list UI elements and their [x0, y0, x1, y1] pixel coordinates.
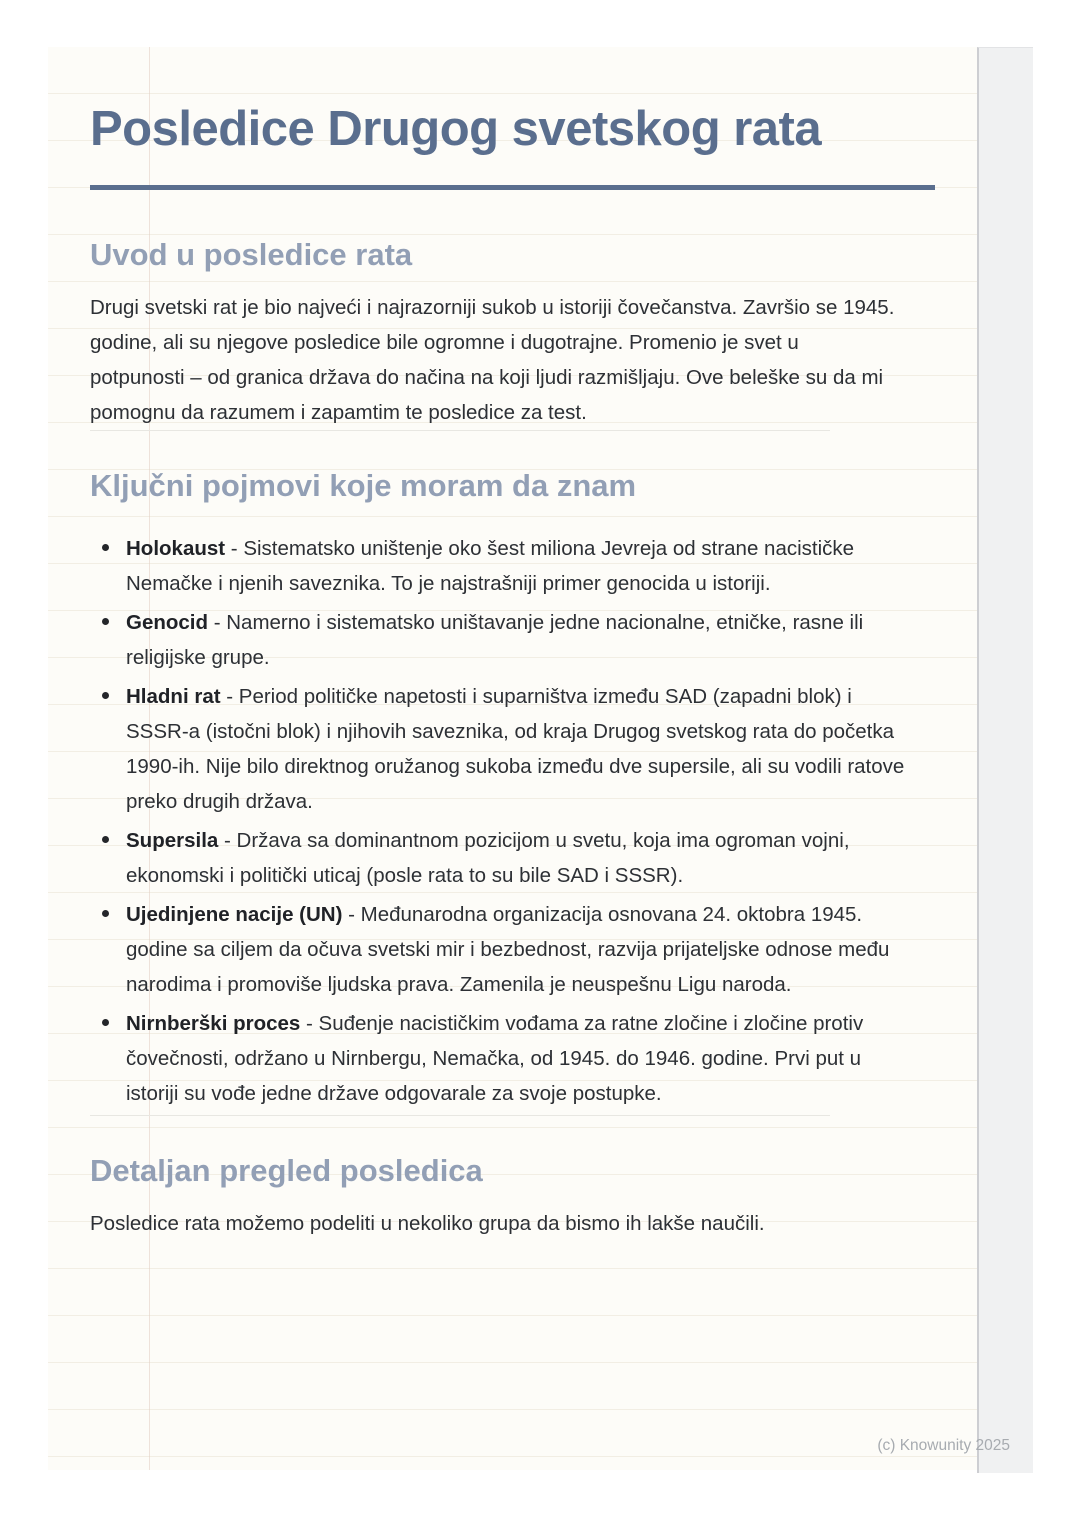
bullet-icon — [102, 692, 109, 699]
term-label: Ujedinjene nacije (UN) — [126, 903, 343, 926]
term-separator: - — [225, 537, 244, 560]
term-definition: Sistematsko uništenje oko šest miliona Jevreja od strane nacističke Nemačke i njenih saveznika. To je najstrašniji primer genocida u istoriji. — [126, 537, 855, 595]
term-definition: Period političke napetosti i suparništva između SAD (zapadni blok) i SSSR-a (istočni blok) i njihovih saveznika, od kraja Drugog svetskog rata do početka 1990-ih. Nije bilo direktnog oružanog sukoba između dve supersile, ali su vodili ratove preko drugih država. — [126, 685, 905, 813]
title-underline — [90, 185, 935, 190]
term-label: Holokaust — [126, 537, 226, 560]
term-separator: - — [220, 685, 239, 708]
term-label: Genocid — [126, 611, 209, 634]
term-definition: Suđenje nacističkim vođama za ratne zločine i zločine protiv čovečnosti, održano u Nirnbergu, Nemačka, od 1945. do 1946. godine. Prvi put u istoriji su vođe jedne države odgovarale za svoje postupke. — [126, 1012, 864, 1105]
term-label: Nirnberški proces — [126, 1012, 301, 1035]
next-page-edge — [977, 47, 1033, 1473]
term-definition: Država sa dominantnom pozicijom u svetu, koja ima ogroman vojni, ekonomski i politički uticaj (posle rata to su bile SAD i SSSR). — [126, 829, 850, 887]
term-separator: - — [218, 829, 237, 852]
notes-page — [48, 47, 977, 1470]
term-definition: Namerno i sistematsko uništavanje jedne nacionalne, etničke, rasne ili religijske grupe. — [126, 611, 864, 669]
term-item-ujedinjene-nacije — [90, 897, 905, 1002]
overview-paragraph: Posledice rata možemo podeliti u nekoliko grupa da bismo ih lakše naučili. — [90, 1212, 765, 1235]
term-separator: - — [300, 1012, 319, 1035]
bullet-icon — [102, 544, 109, 551]
overview-section-heading: Detaljan pregled posledica — [90, 1153, 483, 1188]
term-item-supersila — [90, 823, 905, 893]
term-separator: - — [208, 611, 227, 634]
bullet-icon — [102, 836, 109, 843]
intro-paragraph: Drugi svetski rat je bio najveći i najrazorniji sukob u istoriji čovečanstva. Završio se 1945. godine, ali su njegove posledice bile ogromne i dugotrajne. Promenio je svet u potpunosti – od granica država do načina na koji ljudi razmišljaju. Ove beleške su da mi pomognu da razumem i zapamtim te posledice za test. — [90, 296, 895, 424]
bullet-icon — [102, 618, 109, 625]
term-item-genocid — [90, 605, 905, 675]
page-title: Posledice Drugog svetskog rata — [90, 102, 822, 156]
term-definition: Međunarodna organizacija osnovana 24. oktobra 1945. godine sa ciljem da očuva svetski mir i bezbednost, razvija prijateljske odnose među narodima i promoviše ljudska prava. Zamenila je neuspešnu Ligu naroda. — [126, 903, 890, 996]
watermark: (c) Knowunity 2025 — [877, 1437, 1010, 1454]
term-label: Hladni rat — [126, 685, 221, 708]
bullet-icon — [102, 910, 109, 917]
intro-section-heading: Uvod u posledice rata — [90, 237, 413, 272]
term-separator: - — [342, 903, 361, 926]
term-item-nirnberski-proces — [90, 1006, 905, 1111]
section-divider — [90, 430, 830, 431]
term-item-holokaust — [90, 531, 905, 601]
section-divider — [90, 1115, 830, 1116]
bullet-icon — [102, 1019, 109, 1026]
term-item-hladni-rat — [90, 679, 905, 819]
key-terms-section-heading: Ključni pojmovi koje moram da znam — [90, 468, 637, 503]
term-label: Supersila — [126, 829, 219, 852]
key-terms-list — [90, 531, 935, 1111]
